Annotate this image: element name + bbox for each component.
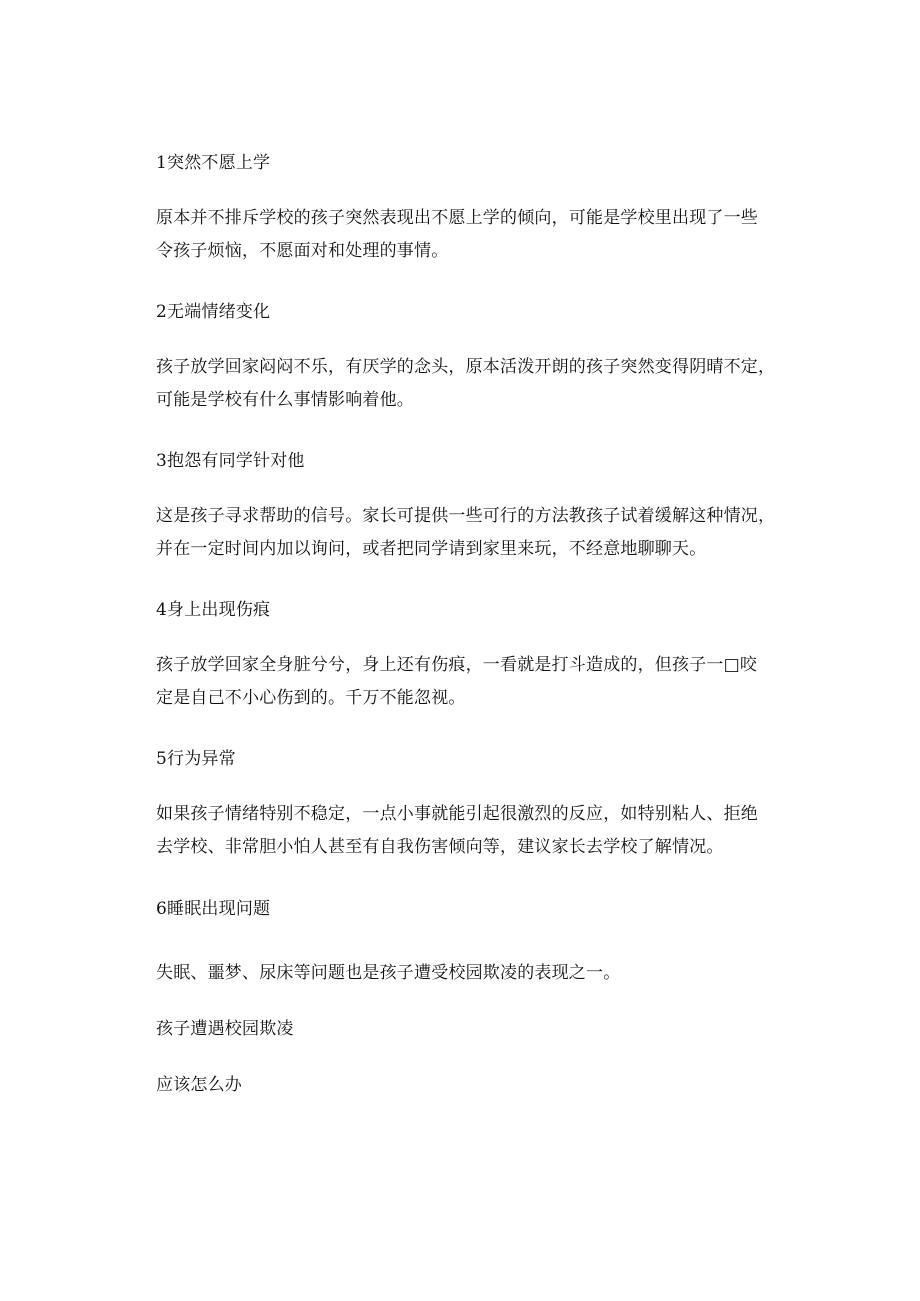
section-6-body-line-1: 失眠、噩梦、尿床等问题也是孩子遭受校园欺凌的表现之一。 (156, 963, 621, 983)
section-4-body-line-2: 定是自己不小心伤到的。千万不能忽视。 (156, 688, 466, 708)
closing-line-1: 孩子遭遇校园欺凌 (156, 1019, 294, 1039)
section-3-body-line-1: 这是孩子寻求帮助的信号。家长可提供一些可行的方法教孩子试着缓解这种情况， (156, 506, 776, 526)
section-4-body-line-1: 孩子放学回家全身脏兮兮，身上还有伤痕，一看就是打斗造成的，但孩子一□咬 (156, 655, 758, 675)
section-2-body-line-1: 孩子放学回家闷闷不乐，有厌学的念头，原本活泼开朗的孩子突然变得阴晴不定， (156, 357, 776, 377)
section-2-heading: 2无端情绪变化 (156, 302, 271, 322)
section-3-body-line-2: 并在一定时间内加以询问，或者把同学请到家里来玩，不经意地聊聊天。 (156, 539, 707, 559)
section-1-body-line-2: 令孩子烦恼，不愿面对和处理的事情。 (156, 241, 449, 261)
section-5-heading: 5行为异常 (156, 749, 236, 769)
section-1-body-line-1: 原本并不排斥学校的孩子突然表现出不愿上学的倾向，可能是学校里出现了一些 (156, 208, 758, 228)
section-3-heading: 3抱怨有同学针对他 (156, 451, 305, 471)
section-5-body-line-1: 如果孩子情绪特别不稳定，一点小事就能引起很激烈的反应，如特别粘人、拒绝 (156, 804, 758, 824)
section-2-body-line-2: 可能是学校有什么事情影响着他。 (156, 390, 414, 410)
section-1-heading: 1突然不愿上学 (156, 153, 271, 173)
section-6-heading: 6睡眠出现问题 (156, 899, 271, 919)
section-5-body-line-2: 去学校、非常胆小怕人甚至有自我伤害倾向等，建议家长去学校了解情况。 (156, 837, 724, 857)
section-4-heading: 4身上出现伤痕 (156, 600, 271, 620)
closing-line-2: 应该怎么办 (156, 1075, 242, 1095)
